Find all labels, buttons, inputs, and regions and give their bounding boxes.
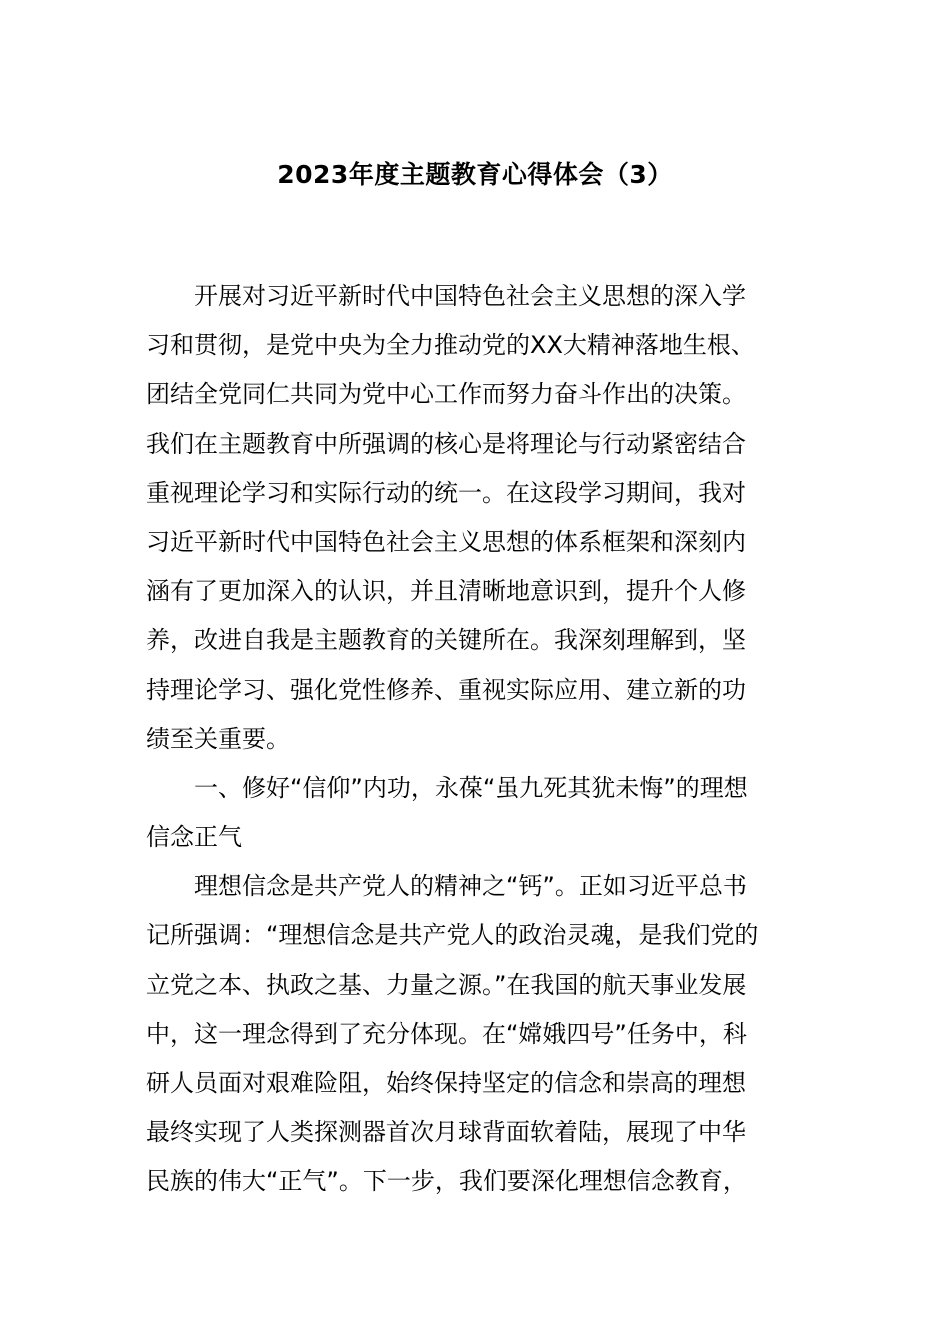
paragraph-line: 我们在主题教育中所强调的核心是将理论与行动紧密结合 — [146, 429, 746, 458]
paragraph-line: 持理论学习、强化党性修养、重视实际应用、建立新的功 — [146, 675, 746, 704]
section-heading-line: 信念正气 — [146, 823, 242, 852]
document-title: 2023年度主题教育心得体会（3） — [277, 160, 673, 189]
paragraph-line: 团结全党同仁共同为党中心工作而努力奋斗作出的决策。 — [146, 380, 746, 409]
document-body — [146, 276, 810, 1211]
paragraph-line: 理想信念是共产党人的精神之“钙”。正如习近平总书 — [194, 872, 747, 901]
paragraph-line: 绩至关重要。 — [146, 724, 290, 753]
paragraph-line: 研人员面对艰难险阻，始终保持坚定的信念和崇高的理想 — [146, 1069, 746, 1097]
paragraph-line: 民族的伟大“正气”。下一步，我们要深化理想信念教育， — [146, 1167, 747, 1196]
paragraph-line: 习和贯彻，是党中央为全力推动党的XX大精神落地生根、 — [146, 331, 755, 360]
paragraph-line: 记所强调：“理想信念是共产党人的政治灵魂，是我们党的 — [146, 921, 759, 950]
paragraph-line: 习近平新时代中国特色社会主义思想的体系框架和深刻内 — [146, 527, 746, 556]
paragraph-line: 中，这一理念得到了充分体现。在“嫦娥四号”任务中，科 — [146, 1019, 747, 1048]
paragraph-line: 开展对习近平新时代中国特色社会主义思想的深入学 — [194, 282, 746, 310]
section-heading-line: 一、修好“信仰”内功，永葆“虽九死其犹未悔”的理想 — [194, 773, 748, 802]
paragraph-line: 重视理论学习和实际行动的统一。在这段学习期间，我对 — [146, 478, 746, 507]
paragraph-line: 立党之本、执政之基、力量之源。”在我国的航天事业发展 — [146, 970, 747, 999]
paragraph-line: 养，改进自我是主题教育的关键所在。我深刻理解到，坚 — [146, 626, 746, 655]
paragraph-line: 涵有了更加深入的认识，并且清晰地意识到，提升个人修 — [146, 577, 746, 606]
paragraph-line: 最终实现了人类探测器首次月球背面软着陆，展现了中华 — [146, 1118, 746, 1147]
